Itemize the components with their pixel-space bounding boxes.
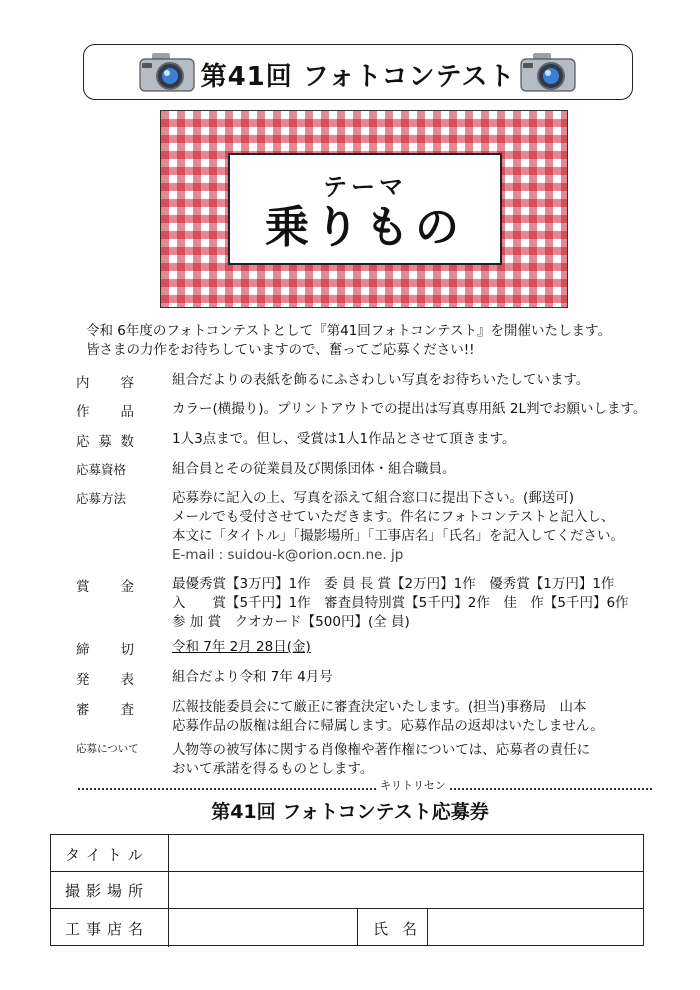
section-label: 応募について <box>76 743 139 755</box>
section-line: おいて承諾を得るものとします。 <box>172 761 374 777</box>
section-line: 本文に「タイトル」「撮影場所」「工事店名」「氏名」を記入してください。 <box>172 528 624 544</box>
section-label: 作 品 <box>76 404 134 420</box>
section-value: 組合だより令和 7年 4月号 <box>172 669 333 685</box>
section-value: 組合員とその従業員及び関係団体・組合職員。 <box>172 461 456 477</box>
name-field[interactable] <box>435 918 635 940</box>
section-line: 応募券に記入の上、写真を添えて組合窓口に提出下さい。(郵送可) <box>172 490 575 506</box>
deadline-value: 令和 7年 2月 28日(金) <box>172 639 311 655</box>
prize-line: 入 賞【5千円】1作 審査員特別賞【5千円】2作 佳 作【5千円】6作 <box>172 595 629 611</box>
theme-banner <box>160 110 568 308</box>
section-label: 応 募 数 <box>76 434 134 450</box>
intro-line: 皆さまの力作をお待ちしていますので、奮ってご応募ください!! <box>86 342 475 358</box>
intro-line: 令和 6年度のフォトコンテストとして『第41回フォトコンテスト』を開催いたします。 <box>86 323 611 339</box>
section-label: 締 切 <box>76 642 134 658</box>
section-value <box>172 698 604 736</box>
prize-line: 最優秀賞【3万円】1作 委 員 長 賞【2万円】1作 優秀賞【1万円】1作 <box>172 576 615 592</box>
field-label-shop: 工事店名 <box>65 920 150 938</box>
section-line: 人物等の被写体に関する肖像権や著作権については、応募者の責任に <box>172 742 591 758</box>
section-label: 発 表 <box>76 672 134 688</box>
email-address: E-mail : suidou-k@orion.ocn.ne. jp <box>172 547 404 563</box>
camera-icon <box>517 51 579 95</box>
section-value <box>172 741 590 779</box>
theme-label: テーマ <box>323 173 407 201</box>
intro-text <box>86 322 611 360</box>
form-divider <box>168 835 169 947</box>
theme-box <box>228 153 502 265</box>
section-value: 組合だよりの表紙を飾るにふさわしい写真をお待ちいたしています。 <box>172 372 590 388</box>
page-title: 第41回 フォトコンテスト <box>200 62 516 92</box>
section-value: カラー(横撮り)。プリントアウトでの提出は写真専用紙 2L判でお願いします。 <box>172 401 647 417</box>
field-label-location: 撮影場所 <box>65 882 150 900</box>
field-label-name: 氏名 <box>373 920 432 938</box>
section-line: 広報技能委員会にて厳正に審査決定いたします。(担当)事務局 山本 <box>172 699 587 715</box>
form-divider <box>357 908 358 946</box>
section-value <box>172 489 624 565</box>
section-line: メールでも受付させていただきます。件名にフォトコンテストと記入し、 <box>172 509 615 525</box>
location-field[interactable] <box>175 880 635 902</box>
shop-field[interactable] <box>175 918 350 940</box>
field-label-title: タイトル <box>65 846 149 864</box>
section-label: 審 査 <box>76 702 134 718</box>
section-label: 応募方法 <box>76 491 127 506</box>
cut-line <box>78 788 652 790</box>
section-value <box>172 575 629 632</box>
section-label: 賞 金 <box>76 579 134 595</box>
form-divider <box>51 908 643 909</box>
section-label: 応募資格 <box>76 462 127 477</box>
ticket-title: 第41回 フォトコンテスト応募券 <box>211 801 489 823</box>
prize-line: 参 加 賞 クオカード【500円】(全 員) <box>172 614 410 630</box>
section-label: 内 容 <box>76 375 134 391</box>
entry-form <box>50 834 644 946</box>
title-field[interactable] <box>175 844 635 866</box>
section-value: 1人3点まで。但し、受賞は1人1作品とさせて頂きます。 <box>172 431 516 447</box>
cut-label: キリトリセン <box>380 779 446 792</box>
section-line: 応募作品の版権は組合に帰属します。応募作品の返却はいたしません。 <box>172 718 604 734</box>
form-divider <box>51 871 643 872</box>
header-title-box <box>83 44 633 100</box>
theme-main: 乗りもの <box>265 202 465 253</box>
